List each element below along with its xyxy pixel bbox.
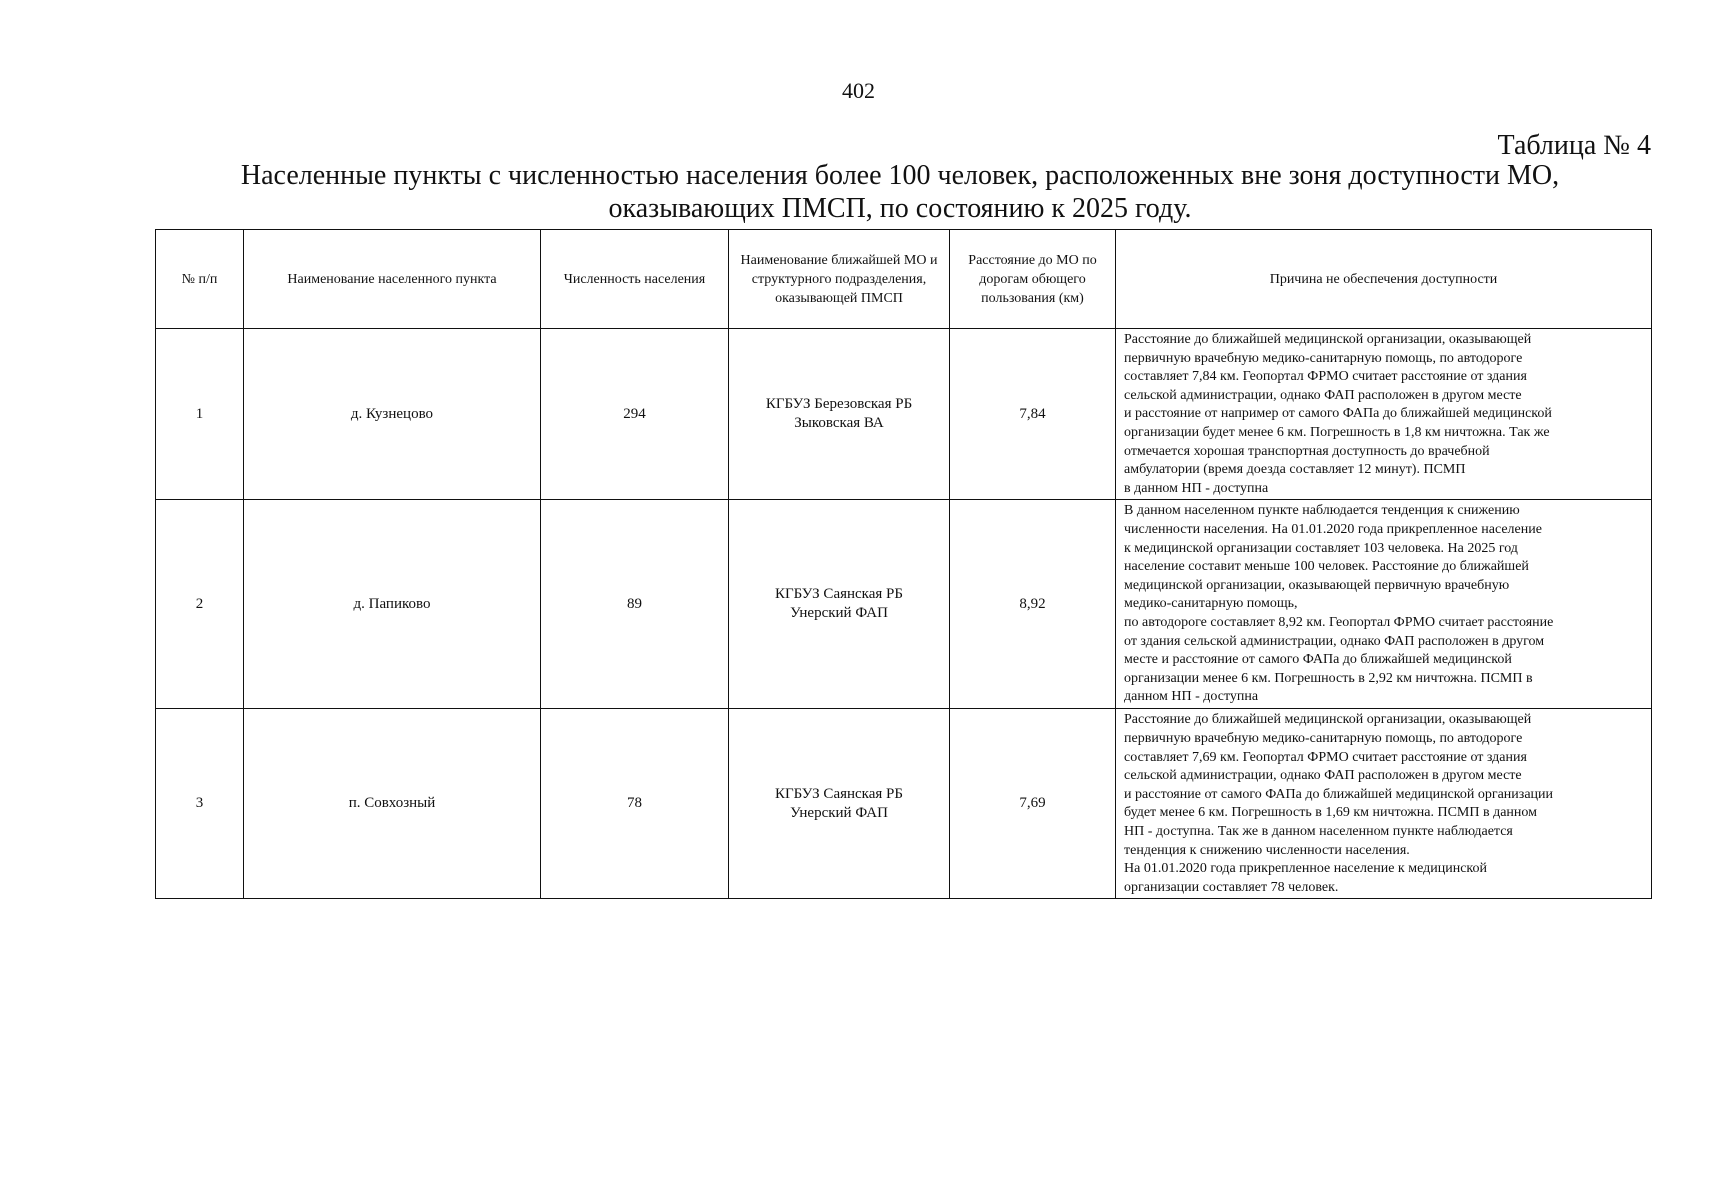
row-mo: КГБУЗ Саянская РБ Унерский ФАП <box>729 500 950 709</box>
row-population: 78 <box>541 709 729 899</box>
row-settlement: д. Кузнецово <box>244 329 541 500</box>
table-row <box>156 329 1652 500</box>
row-num: 1 <box>156 329 244 500</box>
row-population: 89 <box>541 500 729 709</box>
header-num: № п/п <box>156 230 244 329</box>
header-distance: Расстояние до МО по дорогам обющего пользования (км) <box>950 230 1116 329</box>
header-mo: Наименование ближайшей МО и структурного подразделения, оказывающей ПМСП <box>729 230 950 329</box>
table-header-row <box>156 230 1652 329</box>
row-distance: 8,92 <box>950 500 1116 709</box>
row-num: 2 <box>156 500 244 709</box>
row-mo: КГБУЗ Березовская РБ Зыковская ВА <box>729 329 950 500</box>
row-reason: В данном населенном пункте наблюдается тенденция к снижению численности населения. На 01.01.2020 года прикрепленное население к медицинской организации составляет 103 человека. На 2025 год население составит меньше 100 человек. Расстояние до ближайшей медицинской организации, оказывающей первичную врачебную медико-санитарную помощь, по автодороге составляет 8,92 км. Геопортал ФРМО считает расстояние от здания сельской администрации, однако ФАП расположен в другом месте и расстояние от самого ФАПа до ближайшей медицинской организации менее 6 км. Погрешность в 2,92 км ничтожна. ПСМП в данном НП - доступна <box>1116 500 1652 709</box>
settlements-table <box>155 229 1652 899</box>
page-number: 402 <box>842 78 875 103</box>
header-population: Численность населения <box>541 230 729 329</box>
row-reason: Расстояние до ближайшей медицинской организации, оказывающей первичную врачебную медико-санитарную помощь, по автодороге составляет 7,84 км. Геопортал ФРМО считает расстояние от здания сельской администрации, однако ФАП расположен в другом месте и расстояние от например от самого ФАПа до ближайшей медицинской организации будет менее 6 км. Погрешность в 1,8 км ничтожна. Так же отмечается хорошая транспортная доступность до врачебной амбулатории (время доезда составляет 12 минут). ПСМП в данном НП - доступна <box>1116 329 1652 500</box>
row-num: 3 <box>156 709 244 899</box>
row-distance: 7,69 <box>950 709 1116 899</box>
table-row <box>156 500 1652 709</box>
row-population: 294 <box>541 329 729 500</box>
document-title: Населенные пункты с численностью населения более 100 человек, расположенных вне зоня доступности МО, оказывающих ПМСП, по состоянию к 2025 году. <box>240 160 1560 224</box>
table-row <box>156 709 1652 899</box>
header-settlement: Наименование населенного пункта <box>244 230 541 329</box>
row-settlement: д. Папиково <box>244 500 541 709</box>
table-label: Таблица № 4 <box>1497 130 1651 161</box>
row-reason: Расстояние до ближайшей медицинской организации, оказывающей первичную врачебную медико-санитарную помощь, по автодороге составляет 7,69 км. Геопортал ФРМО считает расстояние от здания сельской администрации, однако ФАП расположен в другом месте и расстояние от самого ФАПа до ближайшей медицинской организации будет менее 6 км. Погрешность в 1,69 км ничтожна. ПСМП в данном НП - доступна. Так же в данном населенном пункте наблюдается тенденция к снижению численности населения. На 01.01.2020 года прикрепленное население к медицинской организации составляет 78 человек. <box>1116 709 1652 899</box>
header-reason: Причина не обеспечения доступности <box>1116 230 1652 329</box>
row-distance: 7,84 <box>950 329 1116 500</box>
row-mo: КГБУЗ Саянская РБ Унерский ФАП <box>729 709 950 899</box>
row-settlement: п. Совхозный <box>244 709 541 899</box>
